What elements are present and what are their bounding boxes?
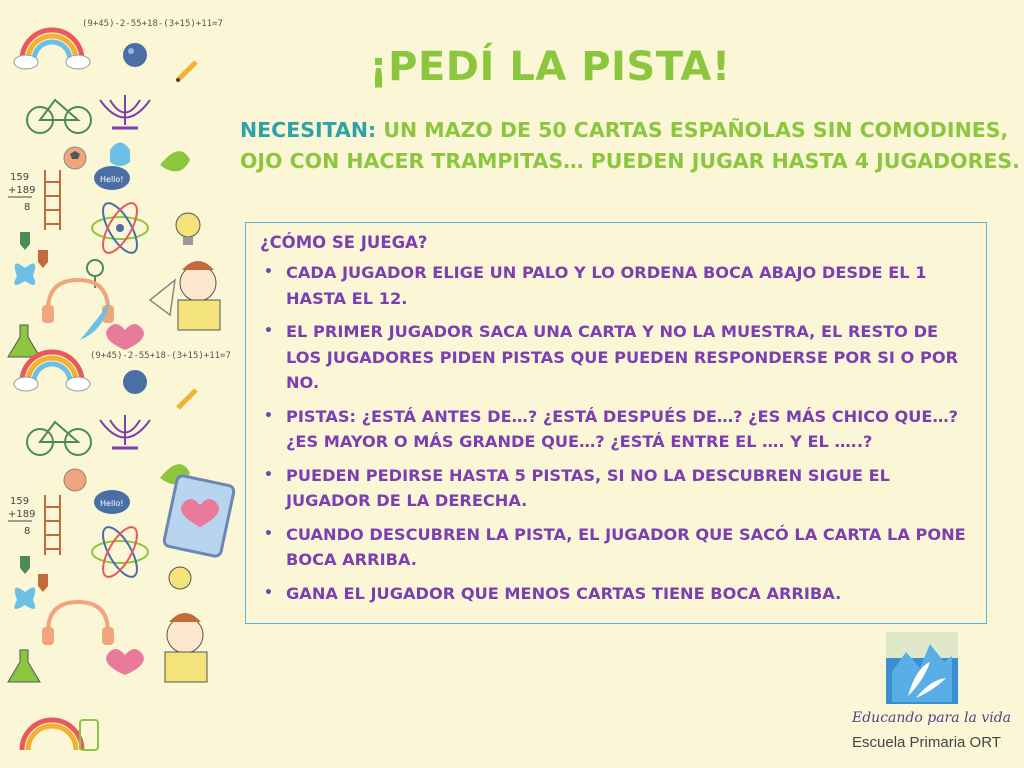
rule-item: [258, 522, 972, 573]
rule-item: [258, 319, 972, 396]
planet-icon: [123, 370, 147, 394]
bullet-icon: •: [264, 407, 273, 424]
atom-icon: [92, 198, 148, 257]
rules-box: [245, 222, 987, 624]
svg-text:159: 159: [10, 172, 30, 183]
svg-text:8: 8: [24, 202, 31, 213]
lightbulb-icon: [176, 213, 200, 245]
svg-text:Hello!: Hello!: [100, 499, 124, 508]
doodle-illustrations: [0, 0, 240, 768]
requirements-line-1: [240, 115, 1020, 146]
menorah-icon: [100, 415, 150, 448]
sum-doodle: [8, 172, 35, 213]
pyramid-icon: [150, 280, 175, 315]
bullet-icon: •: [264, 584, 273, 601]
requirements-line-1-text: UN MAZO DE 50 CARTAS ESPAÑOLAS SIN COMODINES,: [376, 118, 1009, 142]
school-logo: [848, 632, 1018, 758]
rule-text: PISTAS: ¿ESTÁ ANTES DE…? ¿ESTÁ DESPUÉS DE…? ¿ES MÁS CHICO QUE…? ¿ES MAYOR O MÁS GRANDE QUE…? ¿ESTÁ ENTRE EL …. Y EL …..?: [286, 406, 959, 451]
rule-text: CUANDO DESCUBREN LA PISTA, EL JUGADOR QUE SACÓ LA CARTA LA PONE BOCA ARRIBA.: [286, 524, 966, 569]
ladder-icon: [45, 170, 60, 230]
bicycle-icon: [27, 422, 91, 455]
requirements-text: [240, 115, 1020, 177]
svg-text:(9+45)-2-55+18-(3+15)+11=7: (9+45)-2-55+18-(3+15)+11=7: [90, 351, 231, 361]
boy-reading-icon: [165, 613, 207, 682]
lightbulb-icon: [169, 567, 191, 589]
tablet-heart-icon: [163, 475, 235, 557]
rule-text: GANA EL JUGADOR QUE MENOS CARTAS TIENE BOCA ARRIBA.: [286, 583, 842, 603]
heart-icon: [106, 649, 144, 675]
requirements-line-2: OJO CON HACER TRAMPITAS… PUEDEN JUGAR HASTA 4 JUGADORES.: [240, 149, 1020, 173]
flask-icon: [8, 650, 40, 682]
ladder-icon: [45, 495, 60, 555]
page-title: ¡PEDÍ LA PISTA!: [369, 44, 731, 90]
hand-icon: [110, 143, 130, 167]
dreidel-icon: [20, 232, 48, 268]
boy-reading-icon: [178, 261, 220, 330]
bullet-icon: •: [264, 323, 273, 339]
flask-icon: [8, 325, 40, 357]
ball-icon: [64, 147, 86, 169]
hello-speech-bubble: [94, 490, 130, 514]
bullet-icon: •: [264, 466, 273, 483]
pencil-icon: [176, 62, 196, 82]
bullet-icon: •: [264, 525, 273, 542]
rainbow-icon: [22, 720, 82, 750]
svg-text:+189: +189: [8, 509, 36, 520]
rule-item: [258, 404, 972, 455]
sum-doodle: [8, 496, 35, 537]
rainbow-icon: [14, 30, 90, 69]
rainbow-icon: [14, 352, 90, 391]
doodle-set-bottom: [8, 351, 235, 750]
rule-item: [258, 581, 972, 607]
dreidel-icon: [20, 556, 48, 592]
rule-item: [258, 260, 972, 311]
rule-text: PUEDEN PEDIRSE HASTA 5 PISTAS, SI NO LA DESCUBREN SIGUE EL JUGADOR DE LA DERECHA.: [286, 465, 890, 510]
equation-doodle: (9+45)-2-55+18-(3+15)+11=7: [82, 19, 223, 29]
headphones-icon: [42, 602, 114, 645]
ball-icon: [64, 469, 86, 491]
ort-logo-icon: [886, 632, 958, 704]
doodle-decoration-strip: [0, 0, 240, 768]
atom-icon: [92, 522, 148, 581]
bullet-icon: •: [264, 264, 273, 280]
rule-item: [258, 463, 972, 514]
doodle-set-top: [8, 19, 223, 357]
rule-text: CADA JUGADOR ELIGE UN PALO Y LO ORDENA BOCA ABAJO DESDE EL 1 HASTA EL 12.: [286, 263, 927, 308]
svg-text:+189: +189: [8, 185, 36, 196]
leaf-icon: [160, 151, 190, 171]
svg-text:8: 8: [24, 526, 31, 537]
bicycle-icon: [27, 100, 91, 133]
butterfly-icon: [14, 588, 35, 610]
pencil-icon: [178, 390, 196, 408]
butterfly-icon: [14, 264, 35, 286]
rule-text: EL PRIMER JUGADOR SACA UNA CARTA Y NO LA MUESTRA, EL RESTO DE LOS JUGADORES PIDEN PISTAS QUE PUEDEN RESPONDERSE POR SI O POR NO.: [286, 322, 959, 392]
heart-icon: [106, 324, 144, 350]
logo-tagline: Educando para la vida: [852, 710, 1012, 726]
svg-text:Hello!: Hello!: [100, 175, 124, 184]
requirements-label: NECESITAN:: [240, 118, 377, 142]
rules-list: [258, 260, 972, 606]
menorah-icon: [100, 95, 150, 128]
svg-text:159: 159: [10, 496, 30, 507]
logo-school-name: Escuela Primaria ORT: [852, 734, 1001, 751]
rules-heading: ¿CÓMO SE JUEGA?: [260, 233, 428, 252]
planet-icon: [123, 43, 147, 67]
hello-speech-bubble: [94, 166, 130, 190]
